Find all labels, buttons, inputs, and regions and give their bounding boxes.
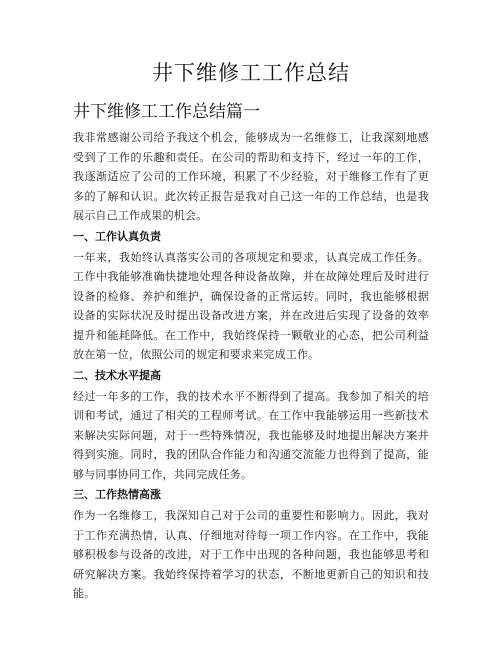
article-title: 井下维修工工作总结篇一: [73, 102, 260, 122]
document-title: 井下维修工工作总结: [152, 61, 350, 85]
section-technical-improvement: [73, 366, 429, 485]
section-heading: 三、工作热情高涨: [73, 488, 161, 501]
section-heading: 一、工作认真负责: [73, 229, 161, 243]
section-paragraph: 一年来，我始终认真落实公司的各项规定和要求，认真完成工作任务。工作中我能够准确快捷地处理各种设备故障，并在故障处理后及时进行设备的检修、养护和维护，确保设备的正常运转。同时，我也能够根据设备的实际状况及时提出设备改进方案，并在改进后实现了设备的效率提升和能耗降低。在工作中，我始终保持一颗敬业的心态，把公司利益放在第一位，依照公司的规定和要求来完成工作。: [73, 250, 429, 361]
intro-paragraph: 我非常感谢公司给予我这个机会，能够成为一名维修工，让我深刻地感受到了工作的乐趣和责任。在公司的帮助和支持下，经过一年的工作，我逐渐适应了公司的工作环境，积累了不少经验，对于维修工作有了更多的了解和认识。此次转正报告是我对自己这一年的工作总结，也是我展示自己工作成果的机会。: [73, 131, 429, 222]
section-heading: 二、技术水平提高: [73, 368, 161, 382]
section-work-enthusiasm: [73, 485, 429, 604]
section-paragraph: 作为一名维修工，我深知自己对于公司的重要性和影响力。因此，我对于工作充满热情，认真、仔细地对待每一项工作内容。在工作中，我能够积极参与设备的改进，对于工作中出现的各种问题，我也能够思考和研究解决方案。我始终保持着学习的状态，不断地更新自己的知识和技能。: [73, 509, 429, 600]
section-paragraph: 经过一年多的工作，我的技术水平不断得到了提高。我参加了相关的培训和考试，通过了相关的工程师考试。在工作中我能够运用一些新技术来解决实际问题，对于一些特殊情况，我也能够及时地提出解决方案并得到实施。同时，我的团队合作能力和沟通交流能力也得到了提高，能够与同事协同工作，共同完成任务。: [73, 389, 429, 481]
section-work-responsibility: [73, 227, 429, 365]
